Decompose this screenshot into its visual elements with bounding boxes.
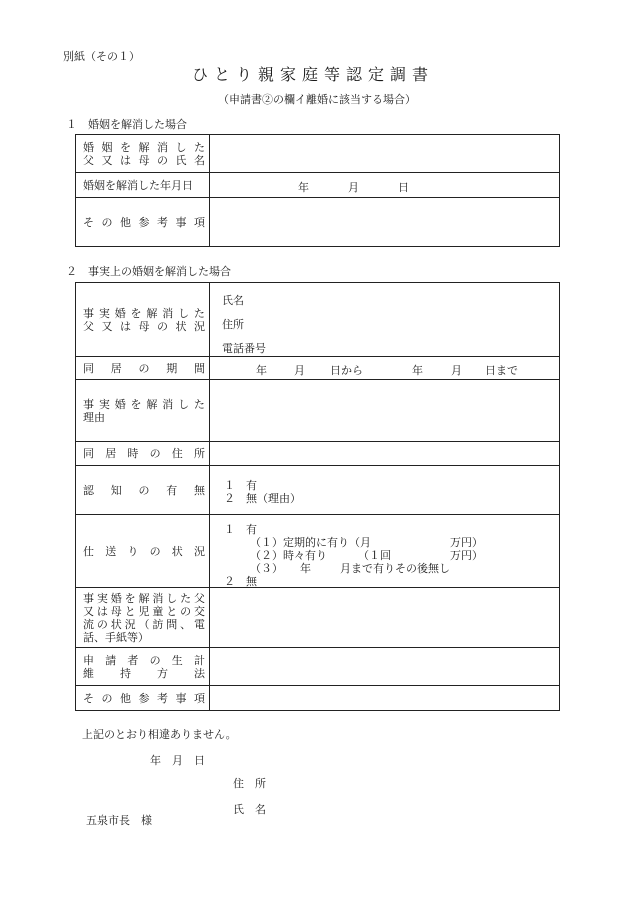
- dissolved-date-label: 婚姻を解消した年月日: [76, 173, 210, 198]
- cohabit-address-label: 同 居 時 の 住 所: [76, 442, 210, 466]
- support-label: 仕 送 り の 状 況: [76, 515, 210, 588]
- table-row: [76, 198, 560, 247]
- applicant-address-label: 住 所: [233, 777, 266, 790]
- cohabit-period-label: 同 居 の 期 間: [76, 357, 210, 380]
- support-field[interactable]: １ 有 （１）定期的に有り（月 万円） （２）時々有り （１回 万円） （３） 年 月まで有りその後無し ２ 無: [210, 515, 560, 588]
- cohabit-period-field[interactable]: 年 月 日から 年 月 日まで: [210, 357, 560, 380]
- section2-table: [75, 282, 560, 711]
- reason-field[interactable]: [210, 380, 560, 442]
- other-notes2-label: そ の 他 参 考 事 項: [76, 686, 210, 711]
- table-row: [76, 442, 560, 466]
- table-row: [76, 357, 560, 380]
- document-title: ひとり親家庭等認定調書: [192, 65, 435, 84]
- table-row: [76, 380, 560, 442]
- livelihood-field[interactable]: [210, 648, 560, 686]
- dissolved-date-field[interactable]: 年 月 日: [210, 173, 560, 198]
- other-notes-field[interactable]: [210, 198, 560, 247]
- recognition-option-no: ２ 無（理由）: [224, 491, 301, 505]
- attachment-label: 別紙（その１）: [63, 50, 140, 63]
- table-row: [76, 135, 560, 173]
- declaration-date: 年 月 日: [150, 754, 205, 767]
- other-notes2-field[interactable]: [210, 686, 560, 711]
- name-label: 氏名: [222, 293, 244, 307]
- contact-status-field[interactable]: [210, 588, 560, 648]
- address-label: 住所: [222, 317, 244, 331]
- recognition-field[interactable]: [210, 466, 560, 515]
- table-row: [76, 588, 560, 648]
- phone-label: 電話番号: [222, 341, 266, 355]
- section2-heading: ２ 事実上の婚姻を解消した場合: [66, 265, 231, 278]
- table-row: [76, 515, 560, 588]
- parent-status-label: 事 実 婚 を 解 消 し た 父 又 は 母 の 状 況: [76, 283, 210, 357]
- table-row: [76, 686, 560, 711]
- declaration: 上記のとおり相違ありません。: [82, 728, 237, 741]
- table-row: [76, 283, 560, 357]
- cohabit-address-field[interactable]: [210, 442, 560, 466]
- table-row: [76, 173, 560, 198]
- parent-name-field[interactable]: [210, 135, 560, 173]
- other-notes-label: そ の 他 参 考 事 項: [76, 198, 210, 247]
- recognition-option-yes: １ 有: [224, 478, 257, 492]
- section1-table: [75, 134, 560, 247]
- table-row: [76, 648, 560, 686]
- recognition-label: 認 知 の 有 無: [76, 466, 210, 515]
- contact-status-label: 事 実 婚 を 解 消 し た 父 又 は 母 と 児 童 と の 交 流 の 状 況 （ 訪 問 、 電 話、手紙等）: [76, 588, 210, 648]
- addressee: 五泉市長 様: [86, 814, 152, 827]
- applicant-name-label: 氏 名: [233, 803, 266, 816]
- livelihood-label: 申 請 者 の 生 計 維 持 方 法: [76, 648, 210, 686]
- section1-heading: １ 婚姻を解消した場合: [66, 118, 187, 131]
- reason-label: 事 実 婚 を 解 消 し た 理由: [76, 380, 210, 442]
- parent-status-field[interactable]: [210, 283, 560, 357]
- parent-name-label: 婚 姻 を 解 消 し た 父 又 は 母 の 氏 名: [76, 135, 210, 173]
- table-row: [76, 466, 560, 515]
- document-subtitle: （申請書②の欄イ離婚に該当する場合）: [218, 93, 416, 106]
